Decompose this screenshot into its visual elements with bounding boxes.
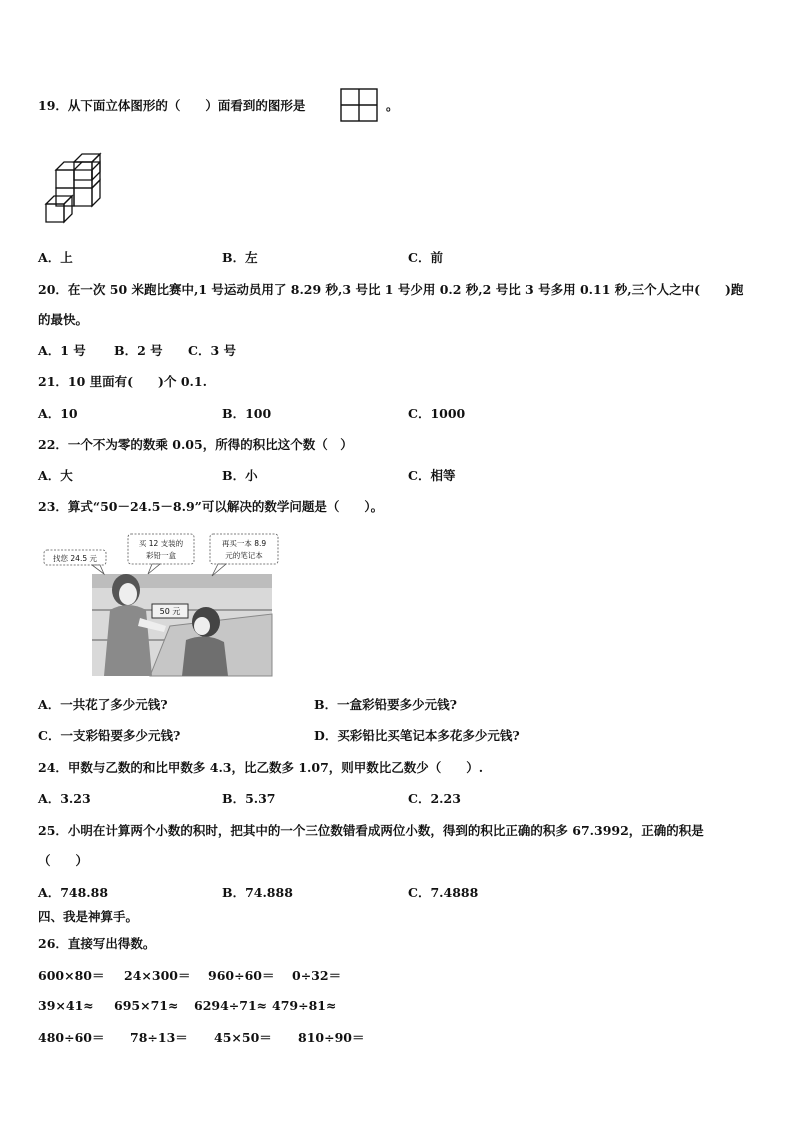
- q20-text-line1: 20．在一次 50 米跑比赛中,1 号运动员用了 8.29 秒,3 号比 1 号少用 0.2 秒,2 号比 3 号多用 0.11 秒,三个人之中( )跑: [38, 282, 744, 297]
- q24-option-a: A．3.23: [38, 791, 91, 806]
- q22-option-a: A．大: [38, 468, 73, 483]
- q25-text-line1: 25．小明在计算两个小数的积时，把其中的一个三位数错看成两位小数，得到的积比正确的积多 67.3992，正确的积是: [38, 823, 704, 838]
- q20-option-b: B．2 号: [114, 343, 163, 358]
- bubble-change-text: 找您 24.5 元: [53, 554, 97, 563]
- q24-option-c: C．2.23: [408, 791, 461, 806]
- q22-option-b: B．小: [222, 468, 258, 483]
- q22-option-c: C．相等: [408, 468, 456, 483]
- banknote-label: 50 元: [159, 607, 181, 616]
- q23-option-a: A．一共花了多少元钱?: [38, 697, 168, 712]
- calc-item: 78÷13＝: [130, 1030, 188, 1045]
- bubble-notebook-line2: 元的笔记本: [225, 551, 263, 560]
- shop-scene-illustration: [40, 530, 300, 678]
- calc-item: 24×300＝: [124, 968, 191, 983]
- calc-item: 0÷32＝: [292, 968, 342, 983]
- q20-option-a: A．1 号: [38, 343, 86, 358]
- bubble-notebook-line1: 再买一本 8.9: [221, 539, 267, 548]
- q20-text-line2: 的最快。: [38, 312, 89, 327]
- q24-text: 24．甲数与乙数的和比甲数多 4.3，比乙数多 1.07，则甲数比乙数少（ ）.: [38, 760, 484, 775]
- q23-option-b: B．一盒彩铅要多少元钱?: [314, 697, 457, 712]
- q25-text-line2: （ ）: [38, 853, 89, 868]
- four-square-grid-figure: [340, 88, 378, 122]
- q24-option-b: B．5.37: [222, 791, 276, 806]
- bubble-pencils-line2: 彩铅一盒: [146, 551, 176, 560]
- q19-end: 。: [386, 98, 399, 113]
- q23-option-d: D．买彩铅比买笔记本多花多少元钱?: [314, 728, 520, 743]
- calc-item: 6294÷71≈: [194, 998, 268, 1013]
- q19-option-b: B．左: [222, 250, 258, 265]
- q25-option-c: C．7.4888: [408, 885, 479, 900]
- q26-text: 26．直接写出得数。: [38, 936, 156, 951]
- calc-item: 45×50＝: [214, 1030, 272, 1045]
- q23-option-c: C．一支彩铅要多少元钱?: [38, 728, 181, 743]
- q20-option-c: C．3 号: [188, 343, 236, 358]
- q19-text: 19．从下面立体图形的（ ）面看到的图形是: [38, 98, 306, 113]
- q21-option-c: C．1000: [408, 406, 466, 421]
- q23-text: 23．算式“50－24.5－8.9”可以解决的数学问题是（ ）。: [38, 499, 384, 514]
- calc-item: 960÷60＝: [208, 968, 275, 983]
- bubble-pencils-line1: 买 12 支装的: [138, 539, 184, 548]
- section-heading: 四、我是神算手。: [38, 909, 139, 924]
- q21-option-a: A．10: [38, 406, 78, 421]
- calc-item: 810÷90＝: [298, 1030, 365, 1045]
- q19-option-a: A．上: [38, 250, 73, 265]
- calc-item: 695×71≈: [114, 998, 179, 1013]
- calc-item: 600×80＝: [38, 968, 105, 983]
- q21-text: 21．10 里面有( )个 0.1.: [38, 374, 207, 389]
- q19-option-c: C．前: [408, 250, 443, 265]
- cube-stack-figure: [44, 152, 120, 228]
- calc-item: 480÷60＝: [38, 1030, 105, 1045]
- q25-option-b: B．74.888: [222, 885, 293, 900]
- q22-text: 22．一个不为零的数乘 0.05，所得的积比这个数（ ）: [38, 437, 353, 452]
- calc-item: 39×41≈: [38, 998, 94, 1013]
- q21-option-b: B．100: [222, 406, 272, 421]
- q25-option-a: A．748.88: [38, 885, 109, 900]
- calc-item: 479÷81≈: [272, 998, 337, 1013]
